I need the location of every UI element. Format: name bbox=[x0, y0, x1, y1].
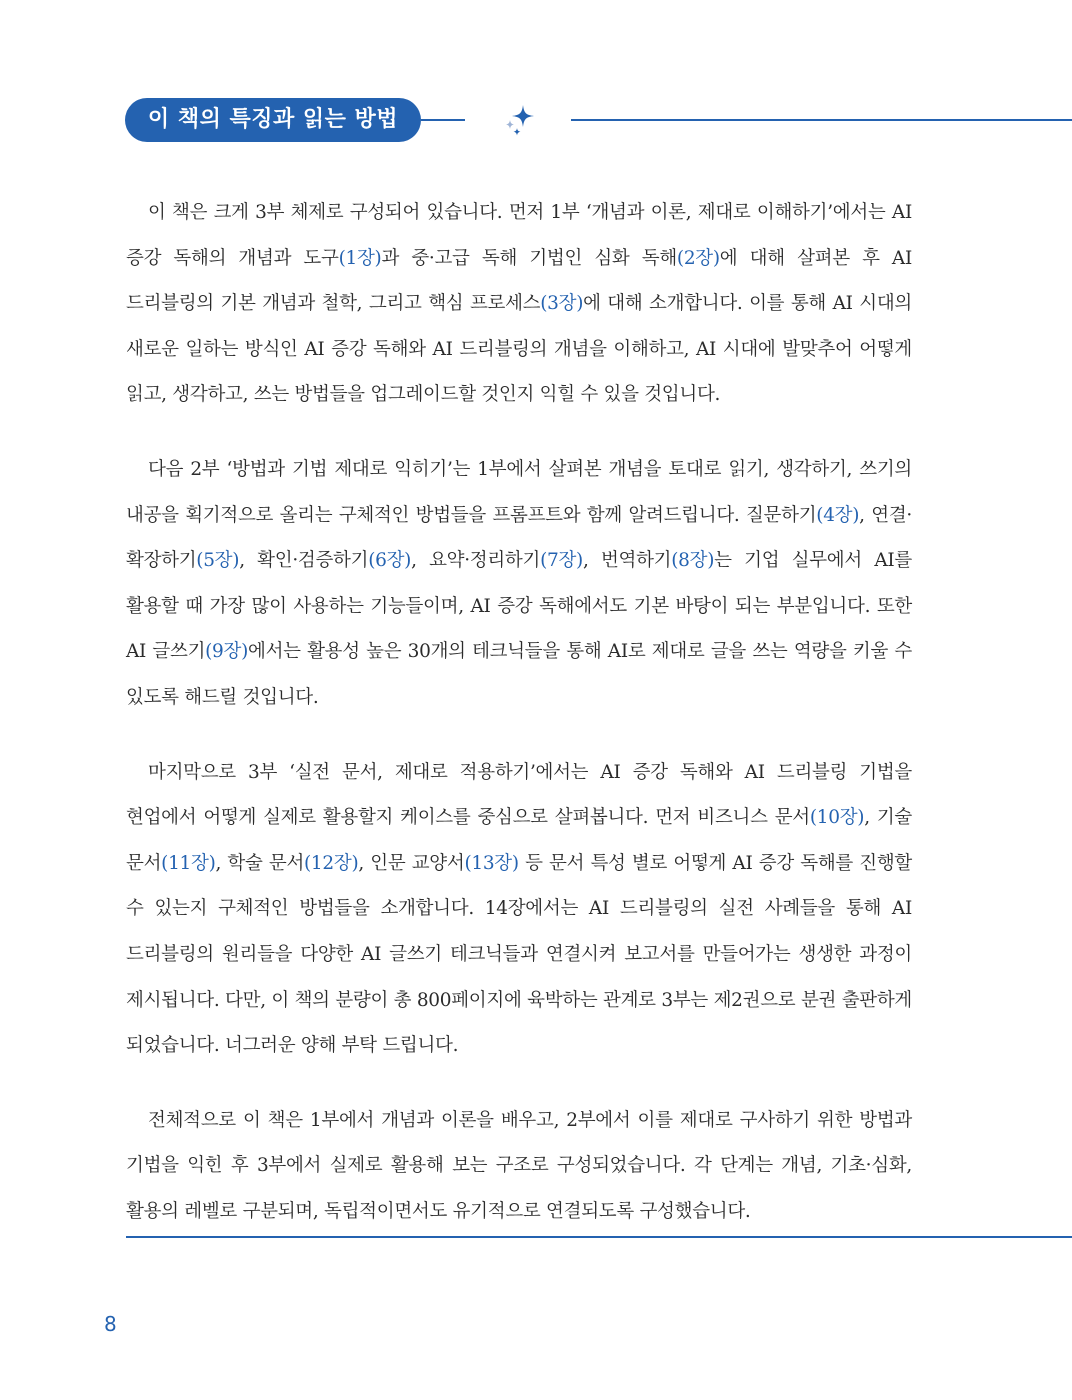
body-text bbox=[126, 190, 912, 1263]
paragraph-text: , 요약·정리하기 bbox=[411, 550, 541, 572]
paragraph-text: , 연결·확장하기 bbox=[126, 504, 912, 572]
section-header bbox=[125, 98, 1072, 142]
paragraph-text: 과 중·고급 독해 기법인 심화 독해 bbox=[381, 247, 677, 269]
paragraph-text: 에 대해 소개합니다. 이를 통해 AI 시대의 새로운 일하는 방식인 AI 증강 독해와 AI 드리블링의 개념을 이해하고, AI 시대에 발맞추어 어떻게 읽고, 생각하고, 쓰는 방법들을 업그레이드할 것인지 익힐 수 있을 것입니다. bbox=[126, 293, 912, 406]
paragraph-text: , 번역하기 bbox=[582, 550, 672, 572]
chapter-reference: (11장) bbox=[161, 852, 216, 874]
paragraph-text: , 학술 문서 bbox=[215, 852, 305, 874]
section-title: 이 책의 특징과 읽는 방법 bbox=[125, 98, 421, 142]
paragraph-text: 마지막으로 3부 ‘실전 문서, 제대로 적용하기’에서는 AI 증강 독해와 AI 드리블링 기법을 현업에서 어떻게 실제로 활용할지 케이스를 중심으로 살펴봅니다. 먼저 비즈니스 문서 bbox=[126, 761, 912, 829]
paragraph bbox=[126, 750, 912, 1069]
paragraph bbox=[126, 190, 912, 418]
chapter-reference: (6장) bbox=[368, 550, 412, 572]
chapter-reference: (9장) bbox=[205, 641, 249, 663]
paragraph-text: 이 책은 크게 3부 체제로 구성되어 있습니다. 먼저 1부 ‘개념과 이론, 제대로 이해하기’에서는 AI 증강 독해의 개념과 도구 bbox=[126, 202, 912, 269]
header-divider-right bbox=[571, 119, 1072, 121]
paragraph-text: , 인문 교양서 bbox=[358, 852, 465, 874]
paragraph-text: 에서는 활용성 높은 30개의 테크닉들을 통해 AI로 제대로 글을 쓰는 역량을 키울 수 있도록 해드릴 것입니다. bbox=[126, 641, 912, 708]
chapter-reference: (3장) bbox=[540, 293, 584, 315]
paragraph bbox=[126, 1098, 912, 1235]
paragraph-text: 전체적으로 이 책은 1부에서 개념과 이론을 배우고, 2부에서 이를 제대로 구사하기 위한 방법과 기법을 익힌 후 3부에서 실제로 활용해 보는 구조로 구성되었습니다. 각 단계는 개념, 기초·심화, 활용의 레벨로 구분되며, 독립적이면서도 유기적으로 연결되도록 구성했습니다. bbox=[126, 1109, 912, 1222]
paragraph-text: 등 문서 특성 별로 어떻게 AI 증강 독해를 진행할 수 있는지 구체적인 방법들을 소개합니다. 14장에서는 AI 드리블링의 실전 사례들을 통해 AI 드리블링의 원리들을 다양한 AI 글쓰기 테크닉들과 연결시켜 보고서를 만들어가는 생생한 과정이 제시됩니다. 다만, 이 책의 분량이 총 800페이지에 육박하는 관계로 3부는 제2권으로 분권 출판하게 되었습니다. 너그러운 양해 부탁 드립니다. bbox=[126, 852, 912, 1057]
page-number: 8 bbox=[104, 1312, 117, 1336]
paragraph-text: 는 기업 실무에서 AI를 활용할 때 가장 많이 사용하는 기능들이며, AI 증강 독해에서도 기본 바탕이 되는 부분입니다. 또한 AI 글쓰기 bbox=[126, 550, 912, 663]
footer-divider bbox=[126, 1236, 1072, 1238]
chapter-reference: (10장) bbox=[809, 807, 865, 829]
chapter-reference: (4장) bbox=[816, 504, 860, 526]
paragraph-text: , 확인·검증하기 bbox=[239, 550, 369, 572]
chapter-reference: (5장) bbox=[196, 550, 240, 572]
header-divider-left bbox=[421, 119, 465, 121]
paragraph-text: 다음 2부 ‘방법과 기법 제대로 익히기’는 1부에서 살펴본 개념을 토대로 읽기, 생각하기, 쓰기의 내공을 획기적으로 올리는 구체적인 방법들을 프롬프트와 함께 알려드립니다. 질문하기 bbox=[126, 458, 912, 526]
chapter-reference: (13장) bbox=[464, 852, 519, 874]
chapter-reference: (7장) bbox=[540, 550, 583, 572]
chapter-reference: (1장) bbox=[338, 247, 382, 269]
chapter-reference: (8장) bbox=[671, 550, 715, 572]
chapter-reference: (12장) bbox=[304, 852, 359, 874]
chapter-reference: (2장) bbox=[676, 247, 720, 269]
paragraph-text: , 기술 문서 bbox=[126, 807, 912, 874]
sparkle-icon bbox=[501, 102, 537, 138]
paragraph-text: 에 대해 살펴본 후 AI 드리블링의 기본 개념과 철학, 그리고 핵심 프로세스 bbox=[126, 247, 913, 315]
paragraph bbox=[126, 447, 912, 721]
